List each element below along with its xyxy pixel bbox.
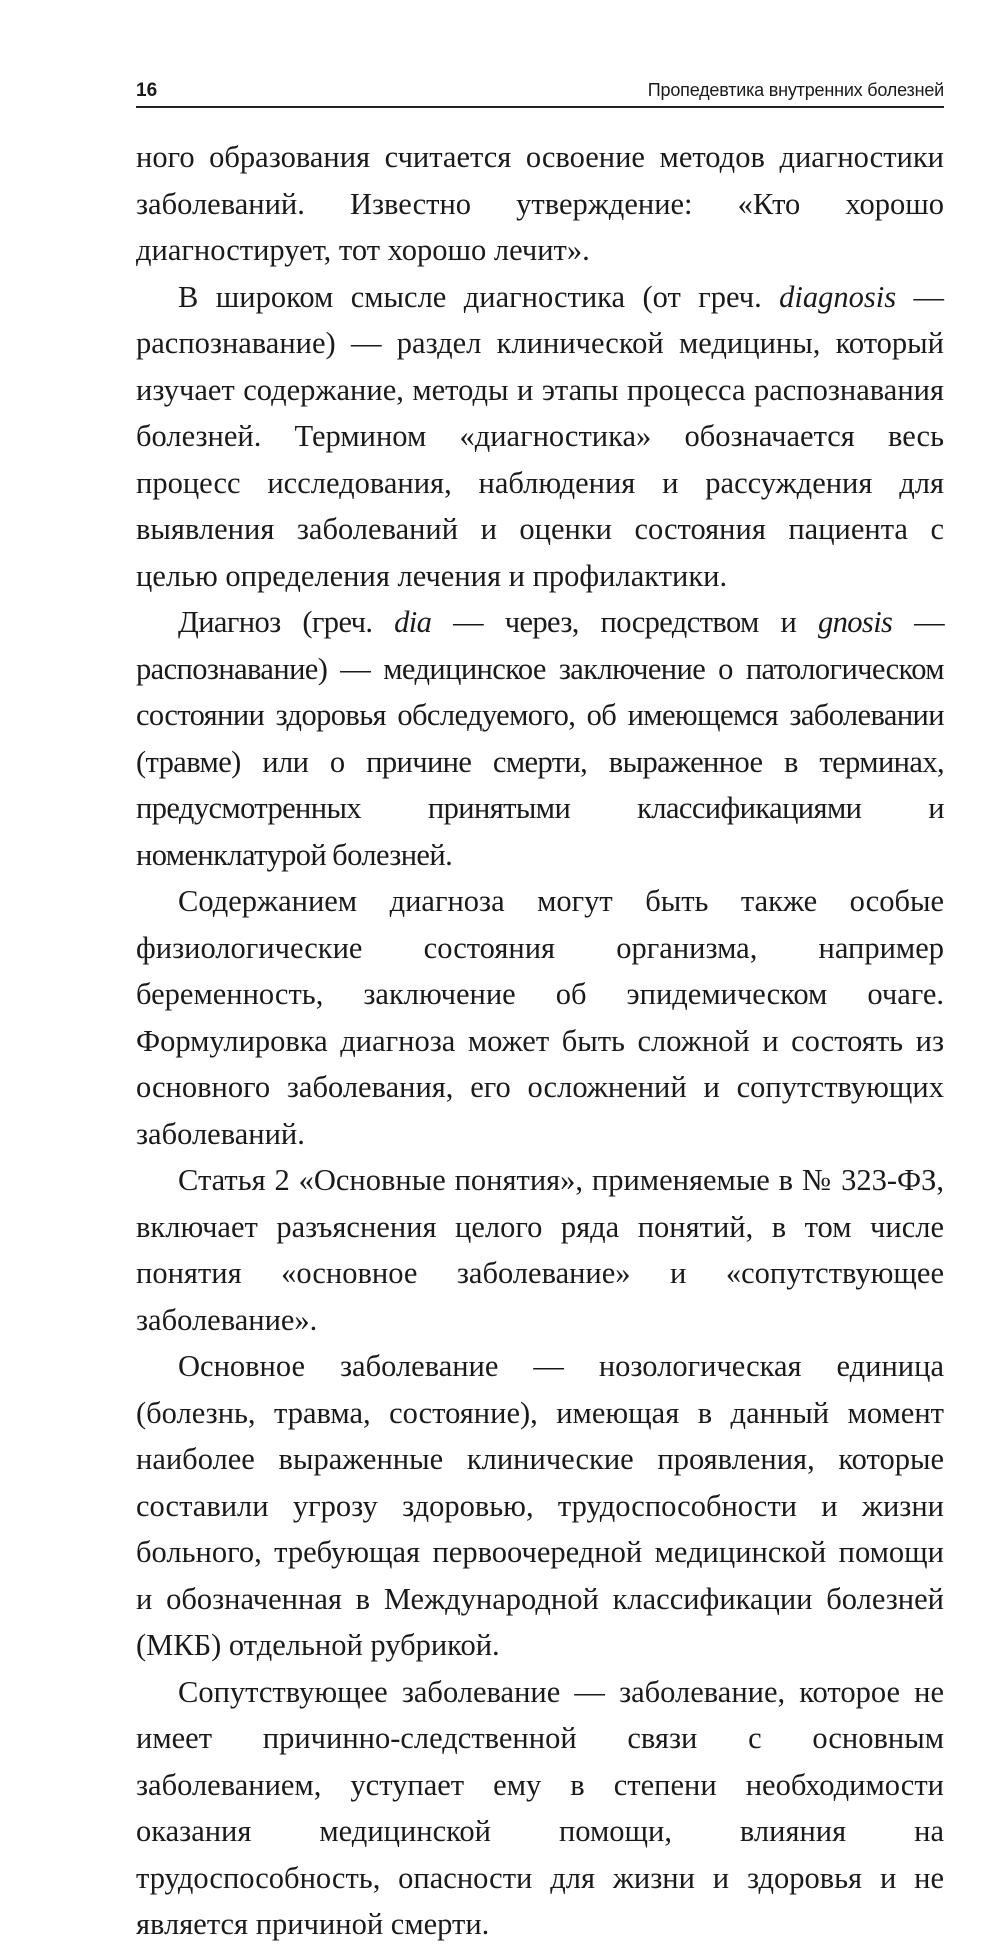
paragraph-main-disease: Основное заболевание — нозологическая единица (болезнь, травма, состояние), имеющая в данный момент наиболее выраженные клинические проявления, которые составили угрозу здоровью, трудоспособности и жизни больного, требующая первоочередной медицинской помощи и обозначенная в Международной классификации болезней (МКБ) отдельной рубрикой. (136, 1349, 944, 1662)
paragraph-diagnosis-definition (136, 599, 944, 878)
page-header (136, 78, 944, 108)
page-number: 16 (136, 80, 158, 101)
paragraph-continuation: ного образования считается освоение методов диагностики заболеваний. Известно утверждение: «Кто хорошо диагностирует, тот хорошо лечит». (136, 140, 944, 267)
body-text (136, 134, 944, 1948)
text-run: Диагноз (греч. (178, 605, 395, 639)
term-gnosis: gnosis (817, 605, 893, 639)
paragraph-diagnosis-content: Содержанием диагноза могут быть также особые физиологические состояния организма, например беременность, заключение об эпидемическом очаге. Формулировка диагноза может быть сложной и состоять из основного заболевания, его осложнений и сопутствующих заболеваний. (136, 884, 944, 1151)
text-run: В широком смысле диагностика (от греч. (178, 279, 780, 314)
text-run: — распознавание) — раздел клинической медицины, который изучает содержание, методы и этапы процесса распознавания болезней. Термином «диагностика» обозначается весь процесс исследования, наблюдения и рассуждения для выявления заболеваний и оценки состояния пациента с целью определения лечения и профилактики. (136, 279, 945, 593)
running-title: Пропедевтика внутренних болезней (647, 80, 944, 100)
paragraph-article-2: Статья 2 «Основные понятия», применяемые в № 323-ФЗ, включает разъяснения целого ряда понятий, в том числе понятия «основное заболевание» и «сопутствующее заболевание». (136, 1163, 944, 1337)
term-diagnosis: diagnosis (779, 279, 897, 314)
paragraph-concomitant-disease: Сопутствующее заболевание — заболевание, которое не имеет причинно-следственной связи с основным заболеванием, уступает ему в степени необходимости оказания медицинской помощи, влияния на трудоспособность, опасности для жизни и здоровья и не является причиной смерти. (136, 1674, 944, 1941)
term-dia: dia (394, 605, 432, 639)
text-run: — через, посредством и (431, 605, 818, 639)
paragraph-diagnostics-definition (136, 274, 944, 600)
text-run: — распознавание) — медицинское заключение о патологическом состоянии здоровья обследуемого, об имеющемся заболевании (травме) или о причине смерти, выраженное в терминах, предусмотренных принятыми классификациями и номенклатурой болезней. (136, 605, 944, 872)
